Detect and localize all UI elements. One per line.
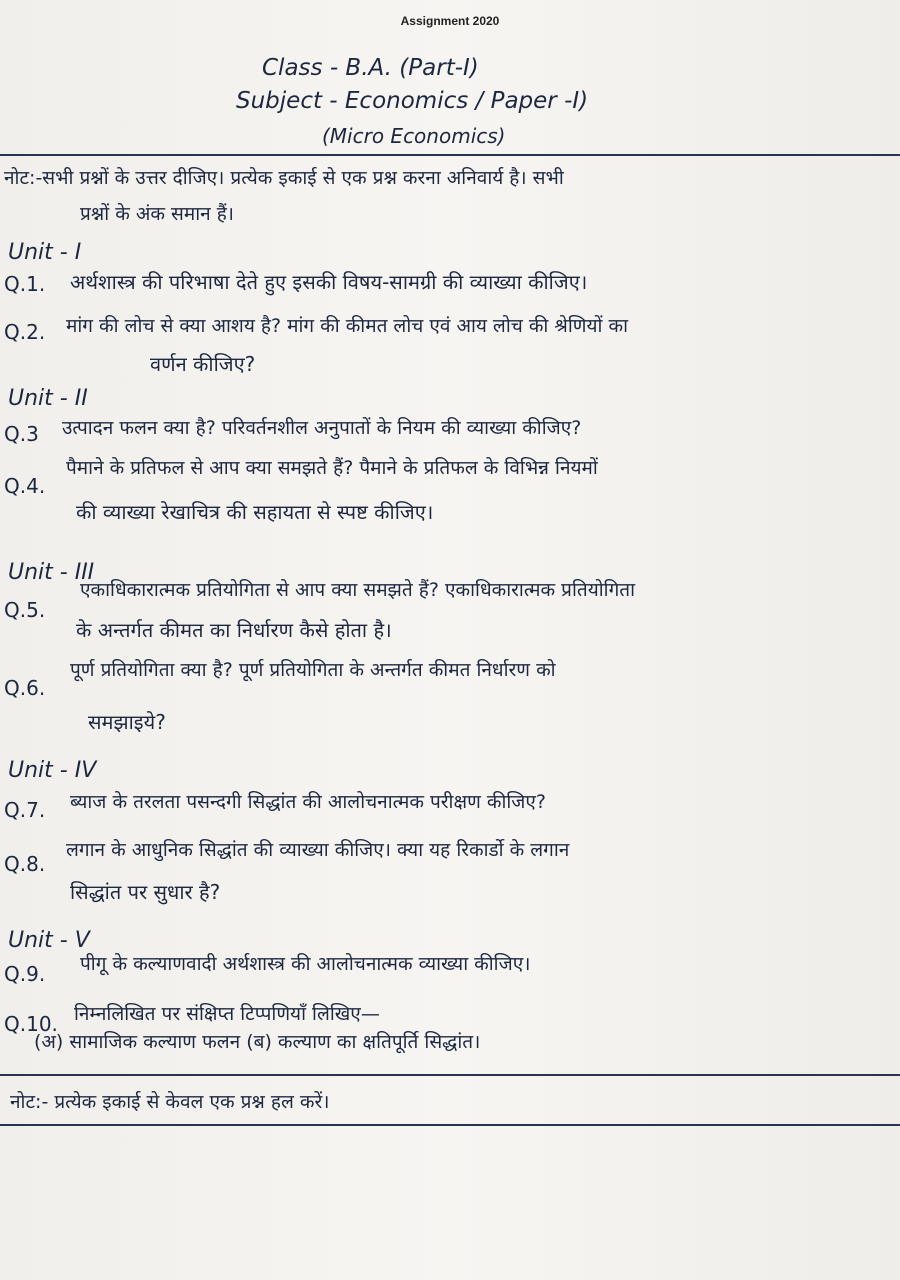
question-number: Q.8. [4, 852, 46, 876]
question-number: Q.3 [4, 422, 39, 446]
printed-header: Assignment 2020 [400, 14, 500, 28]
question-text-cont: के अन्तर्गत कीमत का निर्धारण कैसे होता है। [76, 618, 392, 642]
header-rule [0, 154, 900, 156]
question-text: पूर्ण प्रतियोगिता क्या है? पूर्ण प्रतियोगिता के अन्तर्गत कीमत निर्धारण को [70, 659, 556, 681]
question-text: पीगू के कल्याणवादी अर्थशास्त्र की आलोचनात्मक व्याख्या कीजिए। [80, 953, 531, 975]
footer-rule-bottom [0, 1124, 900, 1126]
question-text: एकाधिकारात्मक प्रतियोगिता से आप क्या समझते हैं? एकाधिकारात्मक प्रतियोगिता [80, 579, 636, 601]
unit-label: Unit - II [8, 386, 88, 411]
question-text: मांग की लोच से क्या आशय है? मांग की कीमत लोच एवं आय लोच की श्रेणियों का [66, 315, 628, 337]
question-text-cont: सिद्धांत पर सुधार है? [70, 880, 221, 904]
note-bottom: नोट:- प्रत्येक इकाई से केवल एक प्रश्न हल करें। [10, 1091, 330, 1113]
unit-label: Unit - III [8, 560, 95, 585]
question-text: लगान के आधुनिक सिद्धांत की व्याख्या कीजिए। क्या यह रिकार्डो के लगान [66, 839, 570, 861]
question-number: Q.7. [4, 798, 46, 822]
footer-rule [0, 1074, 900, 1076]
unit-label: Unit - IV [8, 758, 97, 783]
question-number: Q.10. [4, 1012, 58, 1036]
question-text-cont: वर्णन कीजिए? [150, 352, 256, 376]
class-line: Class - B.A. (Part-I) [262, 55, 479, 81]
question-text-cont: (अ) सामाजिक कल्याण फलन (ब) कल्याण का क्षतिपूर्ति सिद्धांत। [34, 1031, 481, 1053]
question-number: Q.6. [4, 676, 46, 700]
subject-line: Subject - Economics / Paper -I) [236, 88, 589, 114]
unit-label: Unit - V [8, 928, 90, 953]
question-text-cont: समझाइये? [88, 710, 166, 734]
sub-subject-line: (Micro Economics) [322, 124, 506, 148]
question-text: ब्याज के तरलता पसन्दगी सिद्धांत की आलोचनात्मक परीक्षण कीजिए? [70, 791, 546, 813]
question-number: Q.9. [4, 962, 46, 986]
question-number: Q.1. [4, 272, 46, 296]
question-number: Q.5. [4, 598, 46, 622]
question-text: अर्थशास्त्र की परिभाषा देते हुए इसकी विषय-सामग्री की व्याख्या कीजिए। [70, 270, 588, 294]
question-text: निम्नलिखित पर संक्षिप्त टिप्पणियाँ लिखिए— [74, 1003, 380, 1025]
question-text: उत्पादन फलन क्या है? परिवर्तनशील अनुपातों के नियम की व्याख्या कीजिए? [62, 417, 582, 439]
unit-label: Unit - I [8, 240, 82, 265]
note-top-line2: प्रश्नों के अंक समान हैं। [80, 203, 234, 225]
question-number: Q.4. [4, 474, 46, 498]
question-text-cont: की व्याख्या रेखाचित्र की सहायता से स्पष्ट कीजिए। [76, 500, 434, 524]
question-number: Q.2. [4, 320, 46, 344]
question-text: पैमाने के प्रतिफल से आप क्या समझते हैं? पैमाने के प्रतिफल के विभिन्न नियमों [66, 457, 598, 479]
note-top-line1: नोट:-सभी प्रश्नों के उत्तर दीजिए। प्रत्येक इकाई से एक प्रश्न करना अनिवार्य है। सभी [4, 167, 564, 189]
